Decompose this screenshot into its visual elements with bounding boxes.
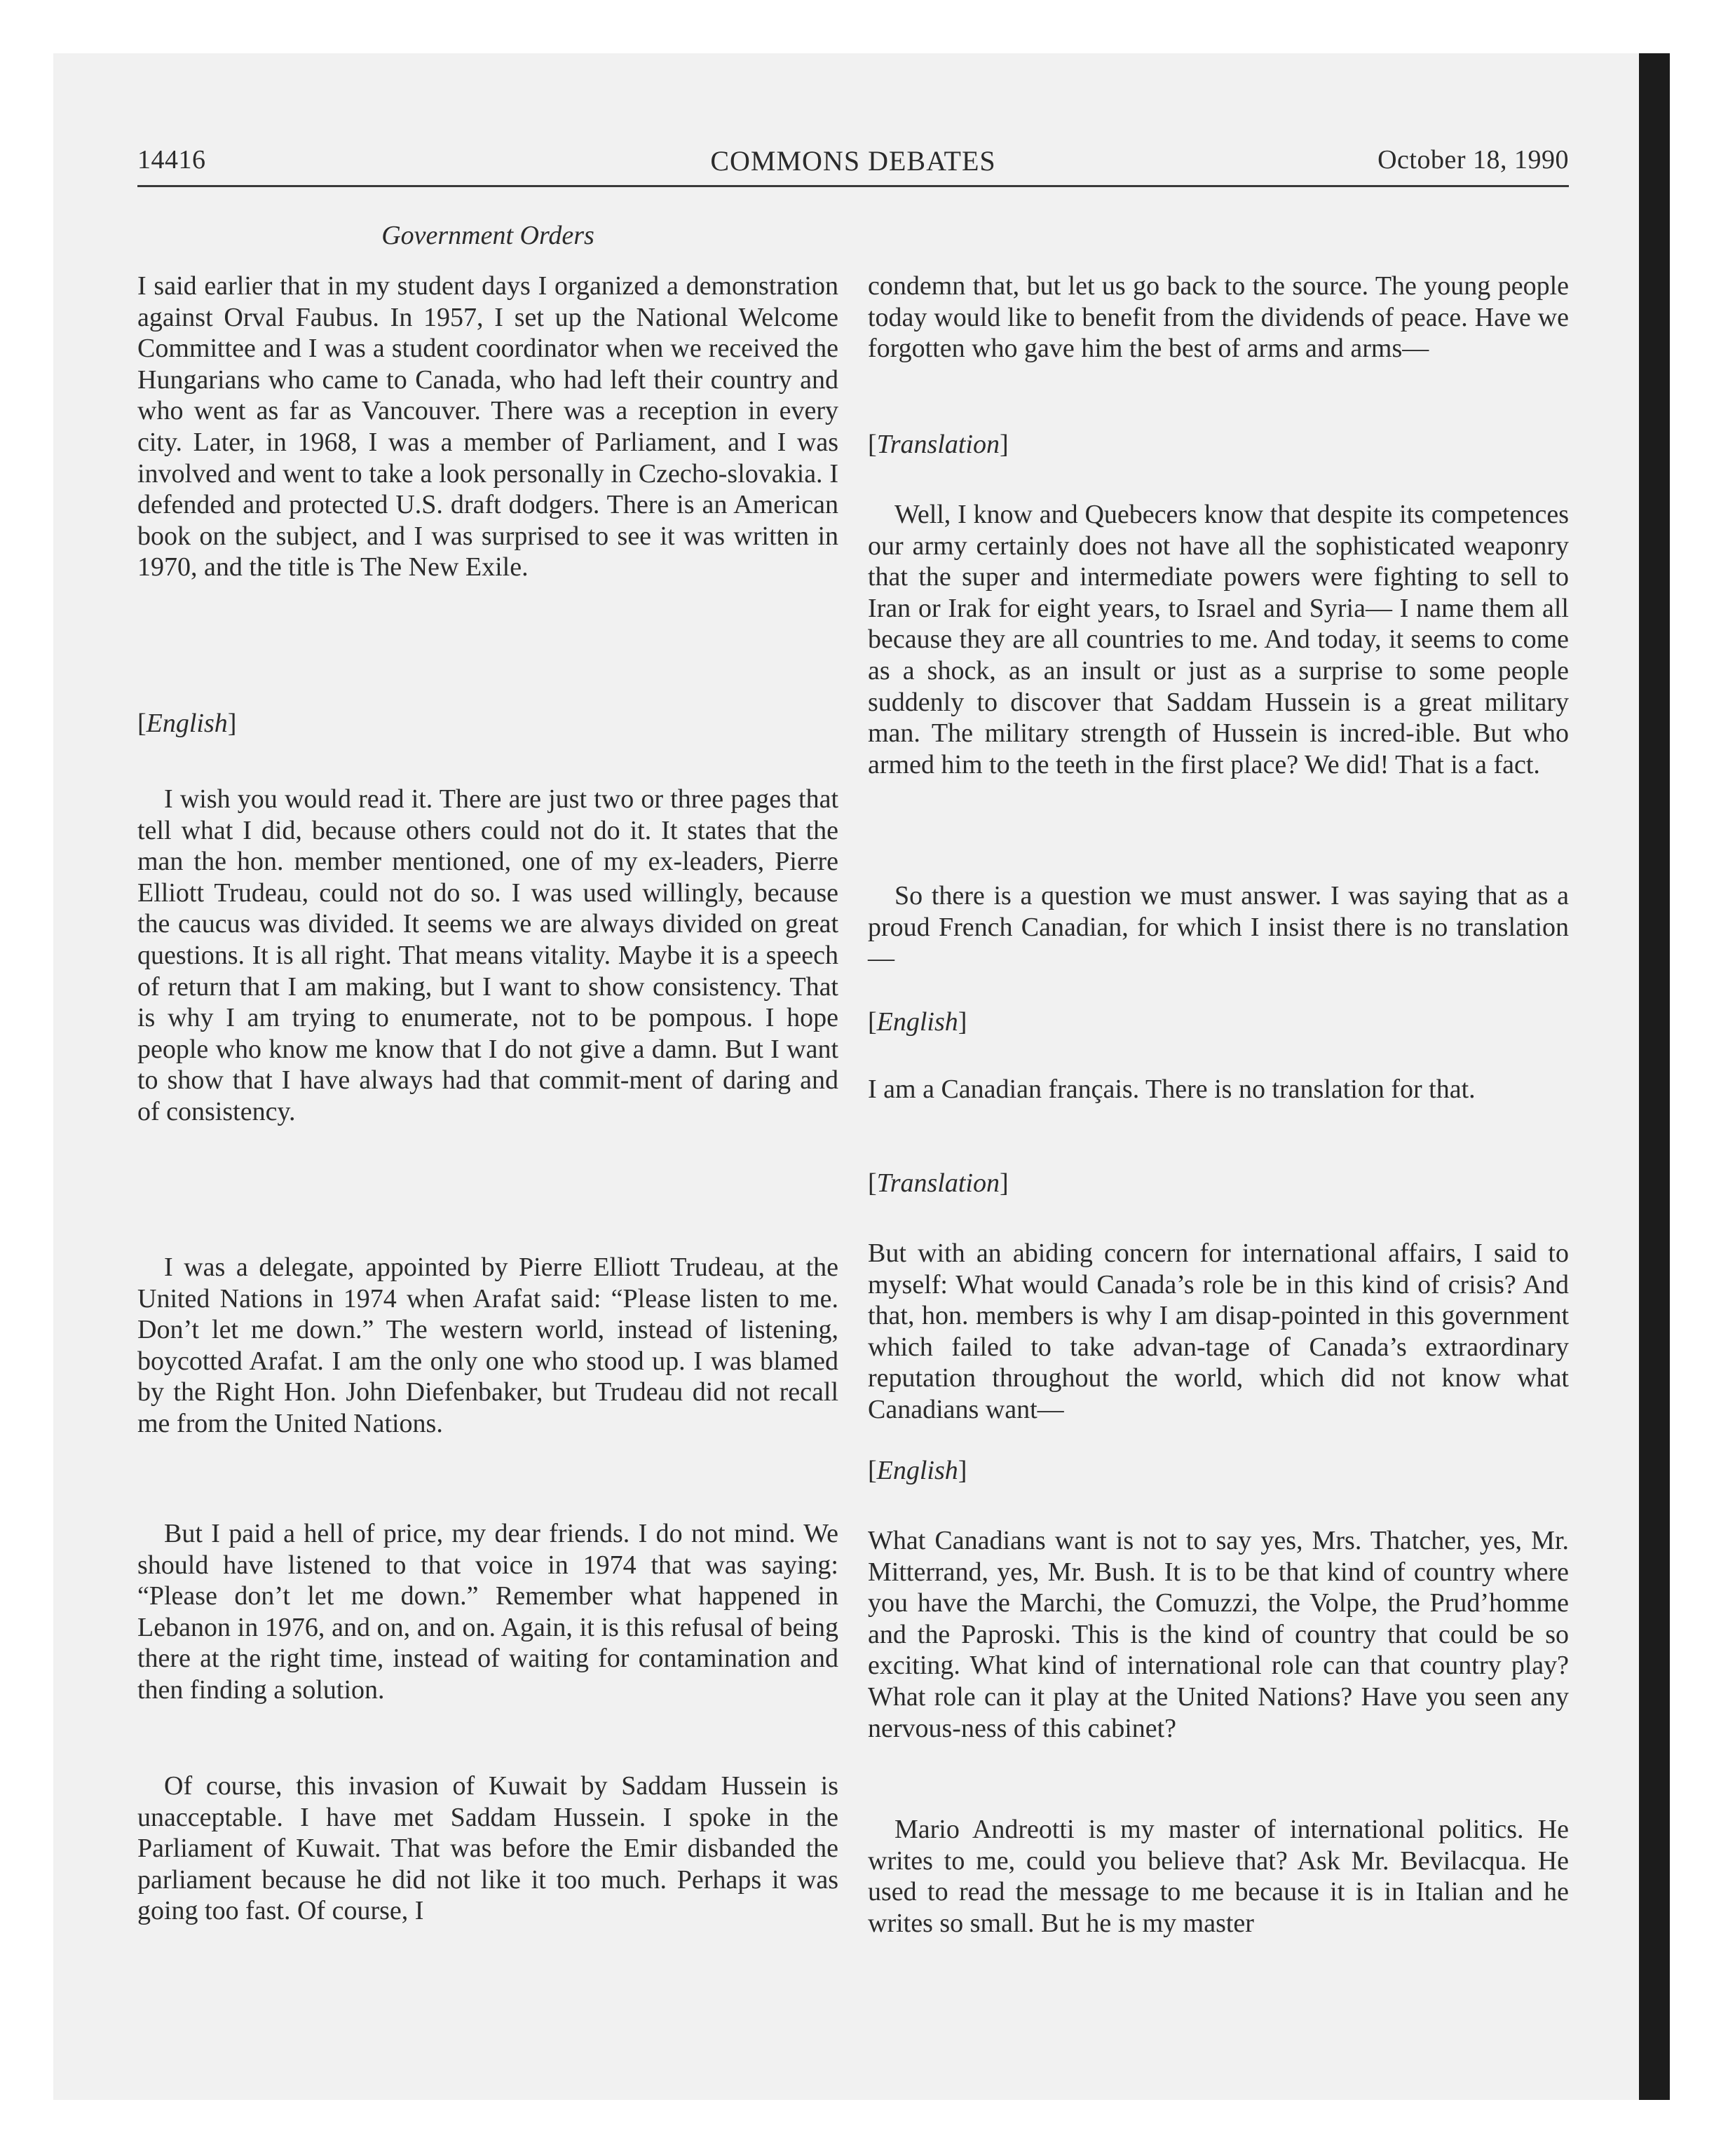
paragraph: But with an abiding concern for international affairs, I said to myself: What would Canada’s role be in this kind of crisis? And that, hon. members is why I am disap-pointed in this government which failed to take advan-tage of Canada’s extraordinary reputation throughout the world, which did not know what Canadians want— [868,1239,1569,1424]
language-tag: [Translation] [868,1168,1009,1198]
paragraph: I said earlier that in my student days I organized a demonstration against Orval Faubus. In 1957, I set up the National Welcome Committee and I was a student coordinator when we received the Hungarians who came to Canada, who had left their country and who went as far as Vancouver. There was a reception in every city. Later, in 1968, I was a member of Parliament, and I was involved and went to take a look personally in Czecho-slovakia. I defended and protected U.S. draft dodgers. There is an American book on the subject, and I was surprised to see it was written in 1970, and the title is The New Exile. [137,271,838,582]
paragraph: I was a delegate, appointed by Pierre Elliott Trudeau, at the United Nations in 1974 when Arafat said: “Please listen to me. Don’t let me down.” The western world, instead of listening, boycotted Arafat. I am the only one who stood up. I was blamed by the Right Hon. John Diefenbaker, but Trudeau did not recall me from the United Nations. [137,1253,838,1438]
paragraph: I am a Canadian français. There is no translation for that. [868,1074,1476,1104]
page-header [137,144,1569,186]
paragraph: I wish you would read it. There are just two or three pages that tell what I did, because others could not do it. It states that the man the hon. member mentioned, one of my ex-leaders, Pierre Elliott Trudeau, could not do so. I was used willingly, because the caucus was divided. It seems we are always divided on great questions. It is all right. That means vitality. Maybe it is a speech of return that I am making, but I want to show consistency. That is why I am trying to enumerate, not to be pompous. I hope people who know me know that I do not give a damn. But I want to show that I have always had that commit-ment of daring and of consistency. [137,784,838,1126]
paragraph: What Canadians want is not to say yes, Mrs. Thatcher, yes, Mr. Mitterrand, yes, Mr. Bush. It is to be that kind of country where you have the Marchi, the Comuzzi, the Volpe, the Prud’homme and the Paproski. This is the kind of country that could be so exciting. What kind of international role can that country play? What role can it play at the United Nations? Have you seen any nervous-ness of this cabinet? [868,1526,1569,1743]
page-date: October 18, 1990 [1377,145,1569,175]
language-tag: [English] [137,709,237,738]
paragraph: But I paid a hell of price, my dear friends. I do not mind. We should have listened to that voice in 1974 that was saying: “Please don’t let me down.” Remember what happened in Lebanon in 1976, and on, and on. Again, it is this refusal of being there at the right time, instead of waiting for contamination and then finding a solution. [137,1519,838,1705]
language-tag: [English] [868,1456,967,1485]
paragraph: So there is a question we must answer. I was saying that as a proud French Canadian, for which I insist there is no translation— [868,881,1569,974]
page-number: 14416 [137,145,206,175]
paragraph: Of course, this invasion of Kuwait by Saddam Hussein is unacceptable. I have met Saddam Hussein. I spoke in the Parliament of Kuwait. That was before the Emir disbanded the parliament because he did not like it too much. Perhaps it was going too fast. Of course, I [137,1771,838,1926]
paragraph: condemn that, but let us go back to the source. The young people today would like to benefit from the dividends of peace. Have we forgotten who gave him the best of arms and arms— [868,271,1569,364]
header-rule [137,185,1569,187]
paragraph: Mario Andreotti is my master of international politics. He writes to me, could you believe that? Ask Mr. Bevilacqua. He used to read the message to me because it is in Italian and he writes so small. But he is my master [868,1815,1569,1938]
paragraph: Well, I know and Quebecers know that despite its competences our army certainly does not have all the sophisticated weaponry that the super and intermediate powers were fighting to sell to Iran or Irak for eight years, to Israel and Syria— I name them all because they are all countries to me. And today, it seems to come as a shock, as an insult or just as a surprise to some people suddenly to discover that Saddam Hussein is a great military man. The military strength of Hussein is incred-ible. But who armed him to the teeth in the first place? We did! That is a fact. [868,500,1569,779]
language-tag: [English] [868,1007,967,1037]
book-title: The New Exile [360,552,522,582]
language-tag: [Translation] [868,430,1009,459]
scan-shadow-edge [1639,53,1670,2100]
journal-title: COMMONS DEBATES [710,145,996,177]
section-title: Government Orders [381,221,594,250]
